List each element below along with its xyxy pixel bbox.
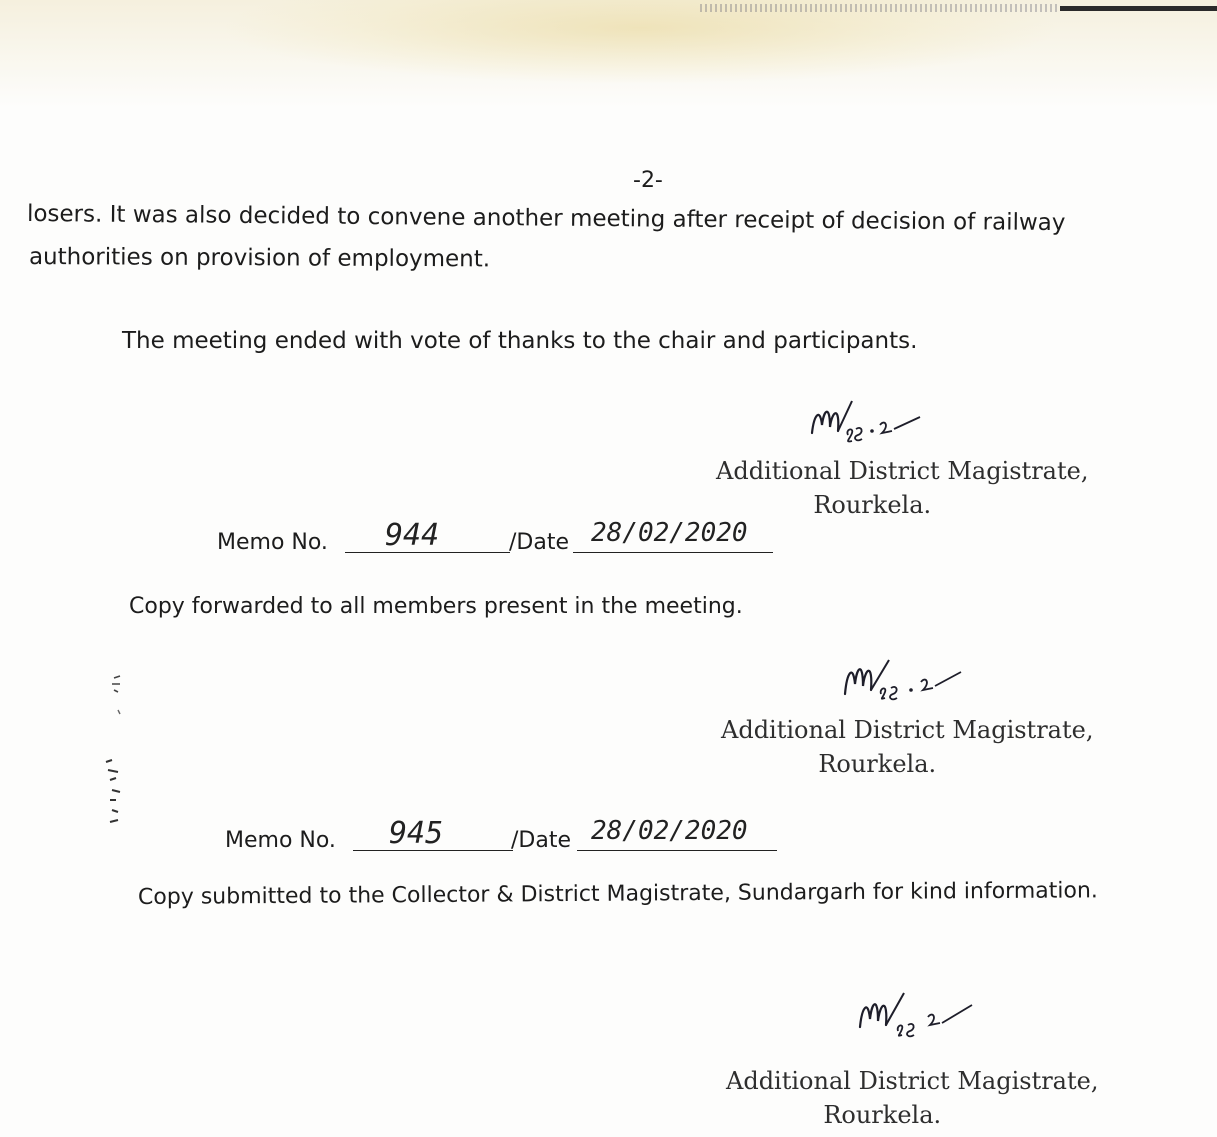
signatory-block <box>716 454 1088 522</box>
paragraph-line: losers. It was also decided to convene another meeting after receipt of decision of railway <box>26 201 1066 237</box>
memo-date: 28/02/2020 <box>591 816 748 846</box>
signatory-title: Additional District Magistrate, <box>721 716 1094 744</box>
signature-icon <box>800 395 930 455</box>
signatory-place: Rourkela. <box>813 491 932 519</box>
page-number: -2- <box>633 168 663 193</box>
memo-row <box>217 518 817 560</box>
signatory-place: Rourkela. <box>823 1101 942 1129</box>
margin-scribble-icon <box>100 670 130 840</box>
copy-note: Copy submitted to the Collector & District Magistrate, Sundargarh for kind information. <box>137 878 1098 910</box>
memo-number: 944 <box>385 518 440 553</box>
date-underline <box>577 850 777 851</box>
signature-icon <box>850 985 980 1045</box>
signatory-block <box>721 713 1093 781</box>
margin-handwriting <box>100 670 130 840</box>
signature-icon <box>835 650 965 710</box>
date-label: /Date <box>511 828 571 853</box>
scan-edge-rule <box>1060 6 1217 11</box>
signatory-title: Additional District Magistrate, <box>726 1067 1099 1095</box>
signatory-title: Additional District Magistrate, <box>716 457 1089 485</box>
copy-note: Copy forwarded to all members present in the meeting. <box>129 594 743 619</box>
signature-mark <box>800 395 930 455</box>
memo-date: 28/02/2020 <box>591 518 748 548</box>
memo-label: Memo No. <box>225 828 336 853</box>
memo-label: Memo No. <box>217 530 328 555</box>
signatory-block <box>726 1064 1098 1132</box>
scan-speckle <box>700 4 1060 12</box>
paragraph-line: authorities on provision of employment. <box>28 244 491 273</box>
memo-number: 945 <box>389 816 444 851</box>
signature-mark <box>835 650 965 710</box>
signatory-place: Rourkela. <box>818 750 937 778</box>
date-label: /Date <box>509 530 569 555</box>
scan-stain <box>0 0 1217 120</box>
memo-row <box>225 816 825 858</box>
closing-paragraph: The meeting ended with vote of thanks to the chair and participants. <box>122 328 918 354</box>
signature-mark <box>850 985 980 1045</box>
date-underline <box>573 552 773 553</box>
